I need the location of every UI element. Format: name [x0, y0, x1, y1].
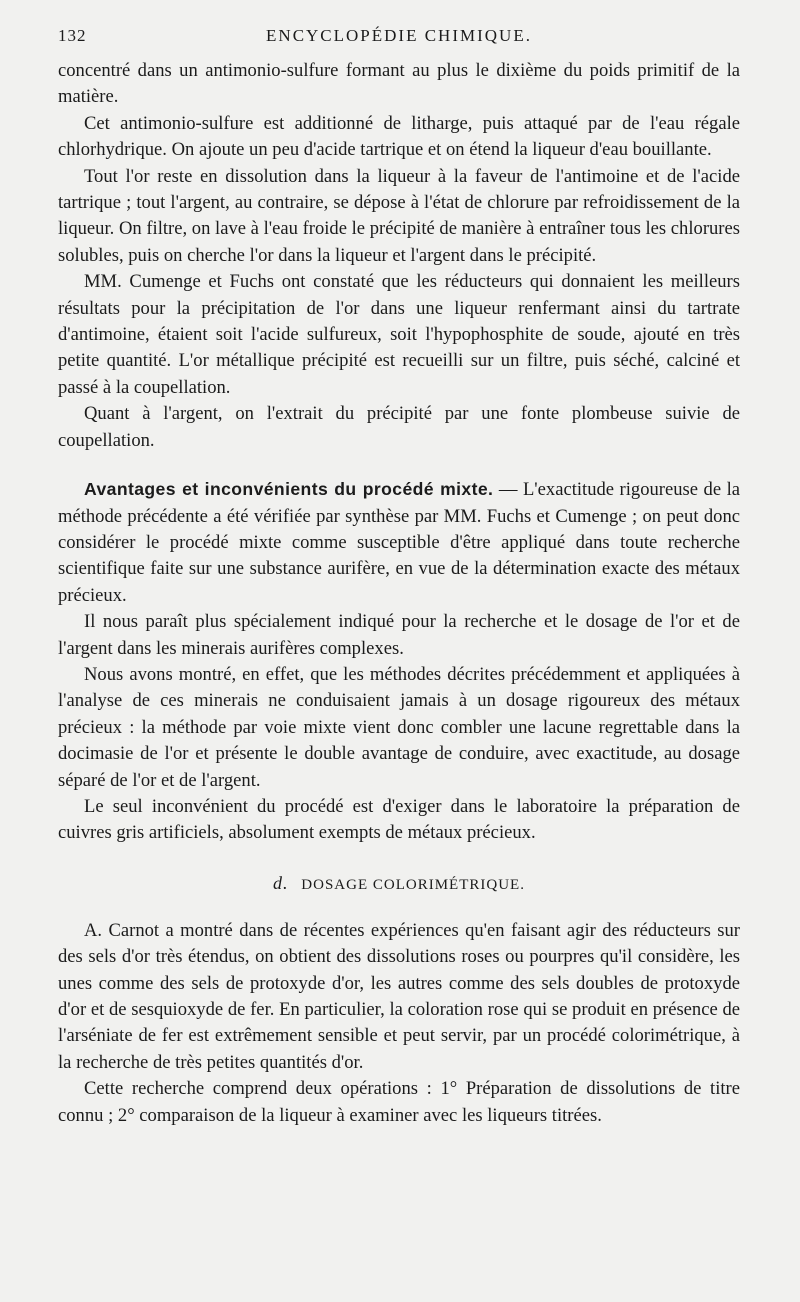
subsection-letter: d. [273, 872, 289, 893]
subsection-heading [58, 873, 740, 894]
paragraph-inconvenient: Le seul inconvénient du procédé est d'exiger dans le laboratoire la préparation de cuivres gris artificiels, absolument exempts de métaux précieux. [58, 795, 740, 844]
paragraph-continuation: concentré dans un antimonio-sulfure formant au plus le dixième du poids primitif de la matière. [58, 60, 740, 108]
paragraph-argent: Quant à l'argent, on l'extrait du précipité par une fonte plombeuse suivie de coupellation. [58, 403, 740, 451]
subsection-title: DOSAGE COLORIMÉTRIQUE. [301, 876, 525, 893]
paragraph-litharge: Cet antimonio-sulfure est additionné de litharge, puis attaqué par de l'eau régale chlorhydrique. On ajoute un peu d'acide tartrique et on étend la liqueur d'eau bouillante. [58, 112, 740, 161]
running-title: ENCYCLOPÉDIE CHIMIQUE. [266, 26, 532, 45]
paragraph-dissolution: Tout l'or reste en dissolution dans la liqueur à la faveur de l'antimoine et de l'acide tartrique ; tout l'argent, au contraire, se dépose à l'état de chlorure par refroidissement de la liqueur. On filtre, on lave à l'eau froide le précipité de manière à entraîner tous les chlorures solubles, puis on cherche l'or dans la liqueur et l'argent dans le précipité. [58, 165, 740, 266]
paragraph-carnot: A. Carnot a montré dans de récentes expériences qu'en faisant agir des réducteurs sur des sels d'or très étendus, on obtient des dissolutions roses ou pourpres qu'il considère, les unes comme des sels de protoxyde d'or, les autres comme des sels doubles de protoxyde d'or et de sesquioxyde de fer. En particulier, la coloration rose qui se produit en présence de l'arséniate de fer est extrêmement sensible et peut servir, par un procédé colorimétrique, à la recherche de très petites quantités d'or. [58, 919, 740, 1073]
paragraph-indication: Il nous paraît plus spécialement indiqué pour la recherche et le dosage de l'or et de l'argent dans les minerais aurifères complexes. [58, 611, 740, 659]
paragraph-reducteurs: MM. Cumenge et Fuchs ont constaté que les réducteurs qui donnaient les meilleurs résultats pour la précipitation de l'or dans une liqueur renfermant ainsi du tartrate d'antimoine, étaient soit l'acide sulfureux, soit l'hypophosphite de soude, ajouté en très petite quantité. L'or métallique précipité est recueilli sur un filtre, puis séché, calciné et passé à la coupellation. [58, 271, 740, 398]
paragraph-methodes: Nous avons montré, en effet, que les méthodes décrites précédemment et appliquées à l'analyse de ces minerais ne conduisaient jamais à un dosage rigoureux des métaux précieux : la méthode par voie mixte vient donc combler une lacune regrettable dans la docimasie de l'or et présente le double avantage de conduire, avec exactitude, au dosage séparé de l'or et de l'argent. [58, 663, 740, 791]
paragraph-avantages-text: — L'exactitude rigoureuse de la méthode précédente a été vérifiée par synthèse par MM. Fuchs et Cumenge ; on peut donc considérer le procédé mixte comme susceptible d'être appliqué dans toute recherche scientifique faite sur une substance aurifère, en vue de la détermination exacte des métaux précieux. [58, 479, 741, 606]
paragraph-avantages [58, 476, 740, 609]
section-spacer [58, 454, 740, 476]
page-header [58, 18, 740, 58]
paragraph-operations: Cette recherche comprend deux opérations : 1° Préparation de dissolutions de titre connu ; 2° comparaison de la liqueur à examiner avec les liqueurs titrées. [58, 1078, 740, 1126]
page-number: 132 [58, 26, 87, 45]
document-page [58, 18, 740, 1129]
section-title: Avantages et inconvénients du procédé mixte. [84, 479, 494, 500]
